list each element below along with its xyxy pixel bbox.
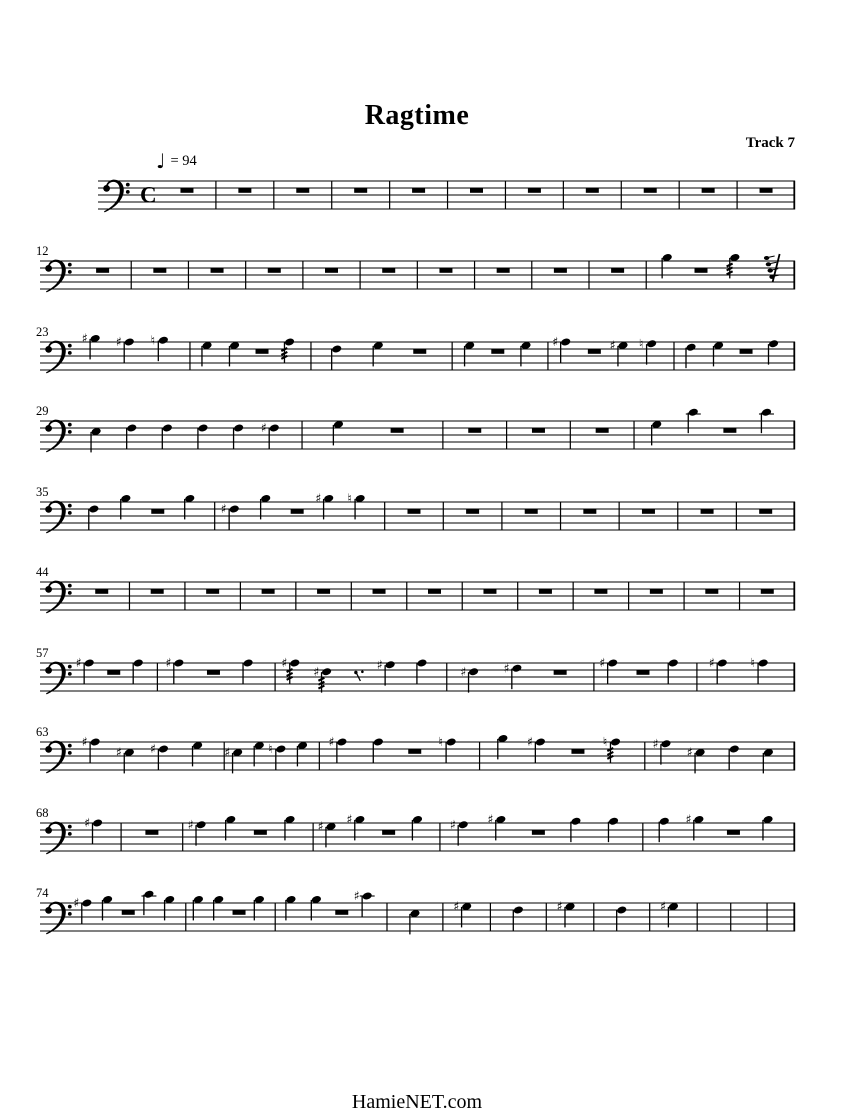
whole-rest xyxy=(760,188,773,193)
note xyxy=(331,344,342,369)
barline xyxy=(517,582,518,611)
staff-system xyxy=(40,253,795,292)
barline xyxy=(301,421,302,450)
barline xyxy=(188,261,189,290)
note xyxy=(608,817,619,842)
whole-rest xyxy=(95,589,108,594)
barline xyxy=(793,823,795,852)
note xyxy=(513,905,524,930)
measure-number: 23 xyxy=(36,325,49,339)
accidental: ♯ xyxy=(165,655,172,671)
note xyxy=(197,423,208,448)
note xyxy=(88,504,99,529)
whole-rest xyxy=(407,509,420,514)
accidental: ♮ xyxy=(268,741,273,757)
half-rest xyxy=(532,830,545,835)
barline xyxy=(384,502,385,531)
note xyxy=(281,337,295,362)
barline xyxy=(501,502,502,531)
accidental: ♯ xyxy=(115,334,122,350)
note xyxy=(346,812,365,841)
accidental: ♯ xyxy=(599,655,606,671)
barline xyxy=(351,582,352,611)
barline xyxy=(185,903,186,932)
barline xyxy=(644,742,645,771)
note xyxy=(188,817,207,846)
barline xyxy=(406,582,407,611)
barline xyxy=(386,903,387,932)
accidental: ♯ xyxy=(260,420,267,436)
accidental: ♯ xyxy=(115,744,122,760)
barline xyxy=(696,663,697,692)
whole-rest xyxy=(611,268,624,273)
eighth-rest xyxy=(354,671,364,682)
barline xyxy=(121,823,122,852)
accidental: ♯ xyxy=(149,741,156,757)
note xyxy=(659,817,670,842)
accidental: ♮ xyxy=(638,335,644,351)
half-rest xyxy=(554,670,567,675)
barline xyxy=(628,582,629,611)
accidental: ♯ xyxy=(187,816,194,832)
quarter-note-icon: ♩ xyxy=(156,149,166,173)
note xyxy=(685,343,696,368)
whole-rest xyxy=(317,589,330,594)
barline xyxy=(736,502,737,531)
bass-clef-icon xyxy=(103,180,130,213)
note xyxy=(668,658,679,683)
whole-rest xyxy=(497,268,510,273)
accidental: ♮ xyxy=(602,734,608,750)
staff-system xyxy=(40,655,795,694)
accidental: ♯ xyxy=(552,334,559,350)
measure-number: 12 xyxy=(36,244,49,258)
barline xyxy=(273,181,274,210)
half-rest xyxy=(723,428,736,433)
half-rest xyxy=(335,910,348,915)
accidental: ♯ xyxy=(81,330,88,346)
barline xyxy=(560,502,561,531)
barline xyxy=(182,823,183,852)
barline xyxy=(439,823,440,852)
bass-clef-icon xyxy=(45,741,71,774)
barline xyxy=(442,903,443,932)
barline xyxy=(793,342,795,371)
note xyxy=(685,812,704,841)
accidental: ♯ xyxy=(328,734,335,750)
half-rest xyxy=(256,349,269,354)
barline xyxy=(563,181,564,210)
barline xyxy=(189,342,190,371)
tempo-value: = 94 xyxy=(170,153,197,169)
accidental: ♯ xyxy=(73,895,80,911)
accidental: ♯ xyxy=(453,898,460,914)
whole-rest xyxy=(268,268,281,273)
whole-rest xyxy=(644,188,657,193)
half-rest xyxy=(636,670,649,675)
half-rest xyxy=(291,509,304,514)
whole-rest xyxy=(759,509,772,514)
bass-clef-icon xyxy=(45,581,71,614)
accidental: ♮ xyxy=(438,734,443,750)
staff-system xyxy=(40,581,795,614)
whole-rest xyxy=(468,428,481,433)
barline xyxy=(793,903,795,932)
note xyxy=(347,491,365,520)
barline xyxy=(331,181,332,210)
whole-rest xyxy=(412,188,425,193)
barline xyxy=(677,502,678,531)
barline xyxy=(452,342,453,371)
barline xyxy=(547,342,548,371)
measure-number: 29 xyxy=(36,404,49,418)
whole-rest xyxy=(554,268,567,273)
half-rest xyxy=(740,349,753,354)
whole-rest xyxy=(382,268,395,273)
note xyxy=(126,423,137,448)
note xyxy=(313,664,332,693)
whole-rest xyxy=(145,830,158,835)
accidental: ♯ xyxy=(449,816,456,832)
half-rest xyxy=(207,670,220,675)
barline xyxy=(619,502,620,531)
barline xyxy=(313,823,314,852)
barline xyxy=(633,421,634,450)
barline xyxy=(793,181,795,210)
accidental: ♯ xyxy=(376,656,383,672)
whole-rest xyxy=(206,589,219,594)
half-rest xyxy=(727,830,740,835)
whole-rest xyxy=(211,268,224,273)
whole-rest xyxy=(296,188,309,193)
staff-system xyxy=(98,180,795,213)
barline xyxy=(240,582,241,611)
staff-system xyxy=(40,331,795,374)
barline xyxy=(679,181,680,210)
accidental: ♯ xyxy=(313,663,320,679)
accidental: ♯ xyxy=(526,734,533,750)
half-rest xyxy=(254,830,267,835)
half-rest xyxy=(571,749,584,754)
bass-clef-icon xyxy=(45,420,71,453)
barline xyxy=(588,261,589,290)
whole-rest xyxy=(180,188,193,193)
barline xyxy=(683,582,684,611)
note xyxy=(315,491,334,520)
half-rest xyxy=(391,428,404,433)
accidental: ♯ xyxy=(281,655,288,671)
barline xyxy=(506,421,507,450)
measure-number: 74 xyxy=(36,886,49,900)
bass-clef-icon xyxy=(45,260,71,293)
barline xyxy=(474,261,475,290)
note xyxy=(570,817,581,842)
barline xyxy=(593,903,594,932)
half-rest xyxy=(491,349,504,354)
barline xyxy=(310,342,311,371)
note xyxy=(487,812,506,841)
whole-rest xyxy=(705,589,718,594)
note xyxy=(233,423,244,448)
whole-rest xyxy=(525,509,538,514)
accidental: ♯ xyxy=(503,660,510,676)
note xyxy=(242,658,253,683)
accidental: ♮ xyxy=(750,655,755,671)
whole-rest xyxy=(702,188,715,193)
measure-number: 35 xyxy=(36,485,49,499)
barline xyxy=(573,582,574,611)
barline xyxy=(462,582,463,611)
accidental: ♯ xyxy=(81,734,88,750)
barline xyxy=(245,261,246,290)
measure-number: 44 xyxy=(36,565,49,579)
note xyxy=(759,408,774,433)
time-signature: C xyxy=(140,182,157,208)
barline xyxy=(275,903,276,932)
half-rest xyxy=(122,910,135,915)
barline xyxy=(442,421,443,450)
note xyxy=(377,657,396,686)
barline xyxy=(593,663,594,692)
half-rest xyxy=(382,830,395,835)
measure-number: 63 xyxy=(36,725,49,739)
note xyxy=(460,664,479,693)
barline xyxy=(736,181,737,210)
whole-rest xyxy=(483,589,496,594)
accidental: ♯ xyxy=(609,337,616,353)
barline xyxy=(621,181,622,210)
barline xyxy=(443,502,444,531)
accidental: ♯ xyxy=(84,815,91,831)
whole-rest xyxy=(373,589,386,594)
note xyxy=(729,744,740,769)
measure-number: 57 xyxy=(36,646,49,660)
note xyxy=(416,658,427,683)
accidental: ♯ xyxy=(708,655,715,671)
barline xyxy=(793,582,795,611)
accidental: ♯ xyxy=(685,811,692,827)
barline xyxy=(302,261,303,290)
barline xyxy=(490,903,491,932)
staff-system xyxy=(40,888,795,934)
measure-number: 68 xyxy=(36,806,49,820)
barline xyxy=(295,582,296,611)
accidental: ♯ xyxy=(556,898,563,914)
barline xyxy=(649,903,650,932)
barline xyxy=(697,903,698,932)
bass-clef-icon xyxy=(45,902,71,935)
barline xyxy=(793,261,795,290)
bass-clef-icon xyxy=(45,501,71,534)
barline xyxy=(214,502,215,531)
whole-rest xyxy=(96,268,109,273)
barline xyxy=(389,181,390,210)
barline xyxy=(417,261,418,290)
accidental: ♯ xyxy=(220,501,227,517)
whole-rest xyxy=(325,268,338,273)
note xyxy=(616,905,627,930)
barline xyxy=(447,181,448,210)
barline xyxy=(646,261,647,290)
accidental: ♯ xyxy=(487,811,494,827)
note xyxy=(82,331,101,360)
note xyxy=(768,339,779,364)
accidental: ♯ xyxy=(686,744,693,760)
barline xyxy=(129,582,130,611)
note xyxy=(162,423,173,448)
accidental: ♯ xyxy=(659,898,666,914)
barline xyxy=(531,261,532,290)
note xyxy=(503,660,522,689)
staff-system xyxy=(40,812,795,855)
note xyxy=(652,736,671,765)
barline xyxy=(793,421,795,450)
track-label: Track 7 xyxy=(745,135,795,151)
accidental: ♮ xyxy=(150,332,156,348)
whole-rest xyxy=(151,589,164,594)
half-rest xyxy=(408,749,421,754)
barline xyxy=(673,342,674,371)
whole-rest xyxy=(701,509,714,514)
barline xyxy=(319,742,320,771)
barline xyxy=(570,421,571,450)
barline xyxy=(446,663,447,692)
bass-clef-icon xyxy=(45,822,71,855)
note xyxy=(639,336,657,365)
whole-rest xyxy=(153,268,166,273)
half-rest xyxy=(151,509,164,514)
barline xyxy=(157,663,158,692)
piece-title: Ragtime xyxy=(364,100,470,131)
barline xyxy=(766,903,767,932)
barline xyxy=(546,903,547,932)
barline xyxy=(505,181,506,210)
note xyxy=(450,817,469,846)
whole-rest xyxy=(594,589,607,594)
accidental: ♯ xyxy=(652,735,659,751)
whole-rest xyxy=(642,509,655,514)
whole-rest xyxy=(466,509,479,514)
barline xyxy=(274,663,275,692)
accidental: ♯ xyxy=(460,663,467,679)
footer-site-label: HamieNET.com xyxy=(351,1091,483,1111)
bass-clef-icon xyxy=(45,662,71,695)
whole-rest xyxy=(238,188,251,193)
accidental: ♯ xyxy=(224,744,231,760)
accidental: ♯ xyxy=(353,888,360,904)
accidental: ♯ xyxy=(315,490,322,506)
barline xyxy=(184,582,185,611)
accidental: ♯ xyxy=(346,811,353,827)
whole-rest xyxy=(539,589,552,594)
barline xyxy=(739,582,740,611)
whole-rest xyxy=(596,428,609,433)
barline xyxy=(793,663,795,692)
note xyxy=(151,332,169,361)
barline xyxy=(730,903,731,932)
barline xyxy=(793,502,795,531)
whole-rest xyxy=(354,188,367,193)
staff-system xyxy=(40,491,795,534)
barline xyxy=(793,742,795,771)
accidental: ♯ xyxy=(75,655,82,671)
barline xyxy=(131,261,132,290)
half-rest xyxy=(107,670,120,675)
staff-system xyxy=(40,408,795,453)
whole-rest xyxy=(761,589,774,594)
note xyxy=(141,890,156,915)
accidental: ♮ xyxy=(347,490,352,506)
half-rest xyxy=(413,349,426,354)
whole-rest xyxy=(470,188,483,193)
half-rest xyxy=(588,349,601,354)
accidental: ♯ xyxy=(317,818,324,834)
whole-rest xyxy=(583,509,596,514)
whole-rest xyxy=(428,589,441,594)
note xyxy=(373,737,384,762)
bass-clef-icon xyxy=(45,341,71,374)
barline xyxy=(479,742,480,771)
barline xyxy=(360,261,361,290)
whole-rest xyxy=(439,268,452,273)
half-rest xyxy=(694,268,707,273)
barline xyxy=(215,181,216,210)
whole-rest xyxy=(532,428,545,433)
note xyxy=(686,408,701,433)
whole-rest xyxy=(262,589,275,594)
half-rest xyxy=(233,910,246,915)
staff-system xyxy=(40,734,795,773)
whole-rest xyxy=(650,589,663,594)
barline xyxy=(642,823,643,852)
note xyxy=(133,658,144,683)
whole-rest xyxy=(586,188,599,193)
whole-rest xyxy=(528,188,541,193)
